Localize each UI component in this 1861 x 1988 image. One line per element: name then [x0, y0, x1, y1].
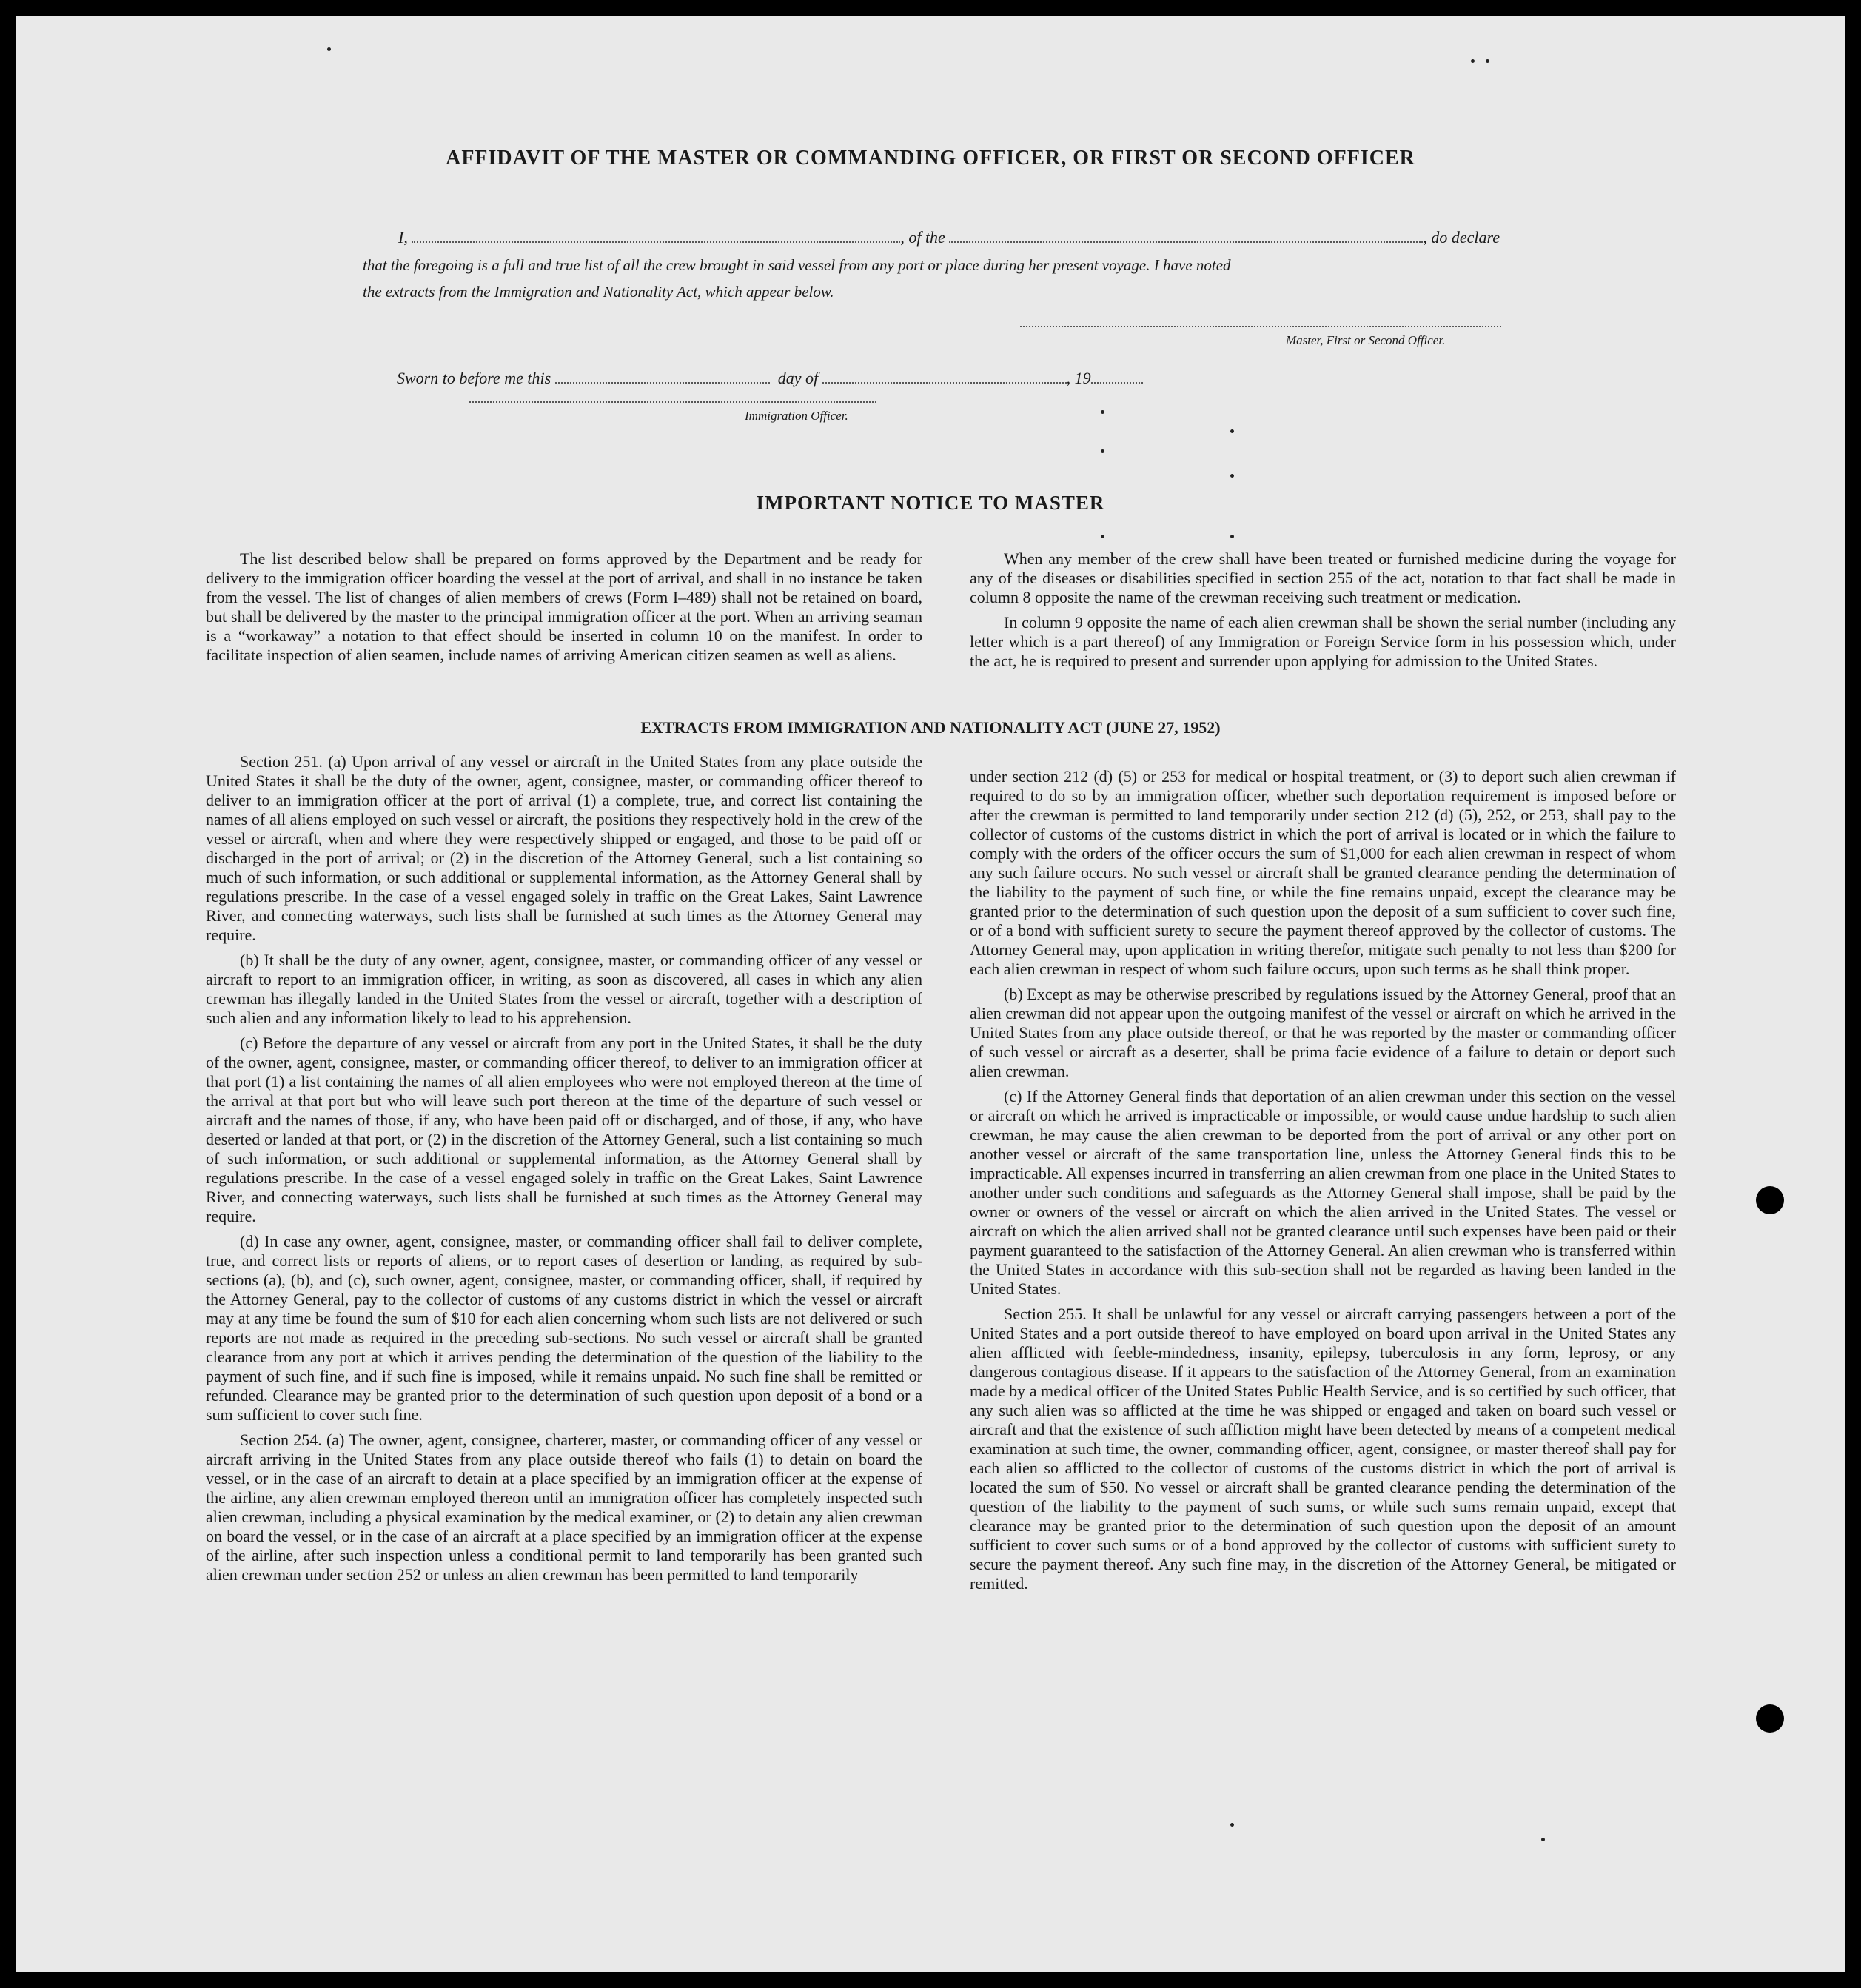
statute-paragraph: (d) In case any owner, agent, consignee, master, or commanding officer shall fail to deliver complete, true, and correct lists or reports of aliens, or to report cases of desertion or landing, as required by sub-sections (a), (b), and (c), such owner, agent, consignee, master, or commanding officer, shall, if required by the Attorney General, pay to the collector of customs of any customs district in which the vessel or aircraft may at any time be found the sum of $10 for each alien concerning whom such lists are not delivered or such reports are not made as required in the preceding sub-sections. No such vessel or aircraft shall be granted clearance from any port at which it arrives pending the determination of the question of the liability to the payment of such fine, and if such fine is imposed, while it remains unpaid. No such fine shall be remitted or refunded. Clearance may be granted prior to the determination of such question upon deposit of a bond or a sum sufficient to cover such fine.: [206, 1232, 922, 1424]
speck: [1230, 535, 1234, 538]
speck: [1101, 535, 1104, 538]
statute-paragraph: (c) Before the departure of any vessel or aircraft from any port in the United States, it shall be the duty of the owner, agent, consignee, master, or commanding officer thereof, to deliver to an immigration officer at that port (1) a list containing the names of all alien employees who were not employed thereon at the time of the arrival at that port but who will leave such port thereon at the time of the departure of such vessel or aircraft and the names of those, if any, who have been paid off or discharged, and of those, if any, who have deserted or landed at that port, or (2) in the discretion of the Attorney General, such a list containing so much of such information, or such additional or supplemental information, as the Attorney General shall by regulations prescribe. In the case of a vessel engaged solely in traffic on the Great Lakes, Saint Lawrence River, and connecting waterways, such lists shall be furnished at such times as the Attorney General may require.: [206, 1034, 922, 1225]
extracts-right-column: [970, 767, 1676, 1599]
sworn-label: Sworn to before me this: [397, 369, 551, 387]
do-declare-label: , do declare: [1423, 228, 1500, 247]
of-the-label: , of the: [900, 228, 950, 247]
notice-paragraph: When any member of the crew shall have been treated or furnished medicine during the voyage for any of the diseases or disabilities specified in section 255 of the act, notation to that fact shall be made in column 8 opposite the name of the crewman receiving such treatment or medication.: [970, 549, 1676, 606]
speck: [1230, 429, 1234, 433]
statute-paragraph: Section 255. It shall be unlawful for any vessel or aircraft carrying passengers between a port of the United States and a port outside thereof to have employed on board upon arrival in the United States any alien afflicted with feeble-mindedness, insanity, epilepsy, tuberculosis in any form, leprosy, or any dangerous contagious disease. If it appears to the satisfaction of the Attorney General, from an examination made by a medical officer of the United States Public Health Service, and is so certified by such officer, that any such alien was so afflicted at the time he was shipped or engaged and taken on board such vessel or aircraft and that the existence of such affliction might have been detected by means of a competent medical examination at such time, the owner, commanding officer, agent, consignee, or master thereof shall pay for each alien so afflicted to the collector of customs of the customs district in which the port of arrival is located the sum of $50. No vessel or aircraft shall be granted clearance pending the determination of the question of the liability to the payment of such sums, or while such sums remain unpaid, except that clearance may be granted prior to the determination of such question upon the deposit of an amount sufficient to cover such sums or of a bond approved by the collector of customs with sufficient surety to secure the payment thereof. Any such fine may, in the discretion of the Attorney General, be mitigated or remitted.: [970, 1305, 1676, 1593]
notice-paragraph: The list described below shall be prepared on forms approved by the Department and be ready for delivery to the immigration officer boarding the vessel at the port of arrival, and shall in no instance be taken from the vessel. The list of changes of alien members of crews (Form I–489) shall not be retained on board, but shall be delivered by the master to the principal immigration officer at the port. When an arriving seaman is a “workaway” a notation to that effect should be inserted in column 10 on the manifest. In order to facilitate inspection of alien seamen, include names of arriving American citizen seamen as well as aliens.: [206, 549, 922, 664]
statute-paragraph: (c) If the Attorney General finds that deportation of an alien crewman under this section on the vessel or aircraft on which he arrived is impracticable or impossible, or would cause undue hardship to such alien crewman, he may cause the alien crewman to be deported from the port of arrival or any other port on another vessel or aircraft of the same transportation line, unless the Attorney General finds this to be impracticable. All expenses incurred in transferring an alien crewman from one place in the United States to another under such conditions and safeguards as the Attorney General shall impose, shall be paid by the owner or owners of the vessel or aircraft on which the alien arrived in the United States. The vessel or aircraft on which the alien arrived shall not be granted clearance until such expenses have been paid or their payment guaranteed to the satisfaction of the Attorney General. An alien crewman who is transferred within the United States in accordance with this sub-section shall not be regarded as having been landed in the United States.: [970, 1087, 1676, 1298]
speck: [1230, 1823, 1234, 1827]
notice-left-column: [206, 549, 922, 671]
declaration-text-2: the extracts from the Immigration and Nationality Act, which appear below.: [363, 283, 834, 301]
statute-paragraph: Section 251. (a) Upon arrival of any vessel or aircraft in the United States from any place outside the United States it shall be the duty of the owner, agent, consignee, master, or commanding officer thereof to deliver to an immigration officer at the port of arrival (1) a complete, true, and correct list containing the names of all aliens employed on such vessel or aircraft, the positions they respectively hold in the crew of the vessel or aircraft, when and where they were respectively shipped or engaged, and those to be paid off or discharged in the port of arrival; or (2) in the discretion of the Attorney General, such a list containing so much of such information, or such additional or supplemental information, as the Attorney General shall by regulations prescribe. In the case of a vessel engaged solely in traffic on the Great Lakes, Saint Lawrence River, and connecting waterways, such lists shall be furnished at such times as the Attorney General may require.: [206, 752, 922, 944]
master-signature-line: [1020, 326, 1501, 327]
extracts-left-column: [206, 752, 922, 1590]
sworn-line: [397, 369, 1143, 388]
statute-paragraph: Section 254. (a) The owner, agent, consignee, charterer, master, or commanding officer of any vessel or aircraft arriving in the United States from any place outside thereof who fails (1) to detain on board the vessel, or in the case of an aircraft to detain at a place specified by an immigration officer at the expense of the airline, any alien crewman employed thereon until an immigration officer has completely inspected such alien crewman, including a physical examination by the medical examiner, or (2) to detain any alien crewman on board the vessel, or in the case of an aircraft at a place specified by an immigration officer at the expense of the airline, after such inspection unless a conditional permit to land temporarily has been granted such alien crewman under section 252 or unless an alien crewman has been permitted to land temporarily: [206, 1430, 922, 1584]
notice-right-column: [970, 549, 1676, 677]
day-of-label: day of: [777, 369, 819, 387]
punch-hole: [1756, 1704, 1784, 1733]
notice-paragraph: In column 9 opposite the name of each alien crewman shall be shown the serial number (including any letter which is a part thereof) of any Immigration or Foreign Service form in his possession which, under the act, he is required to present and surrender upon applying for admission to the United States.: [970, 613, 1676, 670]
year-label: , 19: [1066, 369, 1091, 387]
speck: [1486, 59, 1489, 63]
document-page: [16, 16, 1845, 1972]
speck: [1230, 474, 1234, 478]
declaration-line: [398, 228, 1500, 247]
speck: [1101, 410, 1104, 414]
extracts-heading: EXTRACTS FROM IMMIGRATION AND NATIONALITY ACT (JUNE 27, 1952): [640, 718, 1221, 737]
statute-paragraph: (b) It shall be the duty of any owner, agent, consignee, master, or commanding officer of any vessel or aircraft to report to an immigration officer, in writing, as soon as discovered, all cases in which any alien crewman has illegally landed in the United States from the vessel or aircraft, together with a description of such alien and any information likely to lead to his apprehension.: [206, 951, 922, 1027]
statute-paragraph: (b) Except as may be otherwise prescribed by regulations issued by the Attorney General, proof that an alien crewman did not appear upon the outgoing manifest of the vessel or aircraft on which he arrived in the United States from any place outside thereof, or that he was reported by the master or commanding officer of such vessel or aircraft as a deserter, shall be prima facie evidence of a failure to detain or deport such alien crewman.: [970, 985, 1676, 1080]
affidavit-title: AFFIDAVIT OF THE MASTER OR COMMANDING OFFICER, OR FIRST OR SECOND OFFICER: [446, 147, 1415, 170]
speck: [1471, 59, 1475, 63]
i-label: I,: [398, 228, 412, 247]
speck: [1101, 449, 1104, 453]
punch-hole: [1756, 1186, 1784, 1214]
immigration-officer-label: Immigration Officer.: [745, 409, 848, 423]
speck: [327, 47, 331, 51]
master-signature-label: Master, First or Second Officer.: [1286, 333, 1446, 347]
statute-paragraph: under section 212 (d) (5) or 253 for medical or hospital treatment, or (3) to deport such alien crewman if required to do so by an immigration officer, whether such deportation requirement is imposed before or after the crewman is permitted to land temporarily under section 212 (d) (5), 252, or 253, shall pay to the collector of customs of the customs district in which the port of arrival is located or in which the failure to comply with the orders of the officer occurs the sum of $1,000 for each alien crewman in respect of whom any such failure occurs. No such vessel or aircraft shall be granted clearance pending the determination of the liability to the payment of such fine, or while the fine remains unpaid, except the clearance may be granted prior to the determination of such question upon the deposit of a sum sufficient to cover such fine, or of a bond with sufficient surety to secure the payment thereof approved by the collector of customs. The Attorney General may, upon application in writing therefor, mitigate such penalty to not less than $200 for each alien crewman in respect of whom such failure occurs, upon such terms as he shall think proper.: [970, 767, 1676, 978]
immigration-officer-signature-line: [469, 401, 876, 403]
declaration-text-1: that the foregoing is a full and true list of all the crew brought in said vessel from any port or place during her present voyage. I have noted: [363, 256, 1231, 274]
speck: [1541, 1838, 1545, 1841]
notice-title: IMPORTANT NOTICE TO MASTER: [756, 492, 1105, 514]
